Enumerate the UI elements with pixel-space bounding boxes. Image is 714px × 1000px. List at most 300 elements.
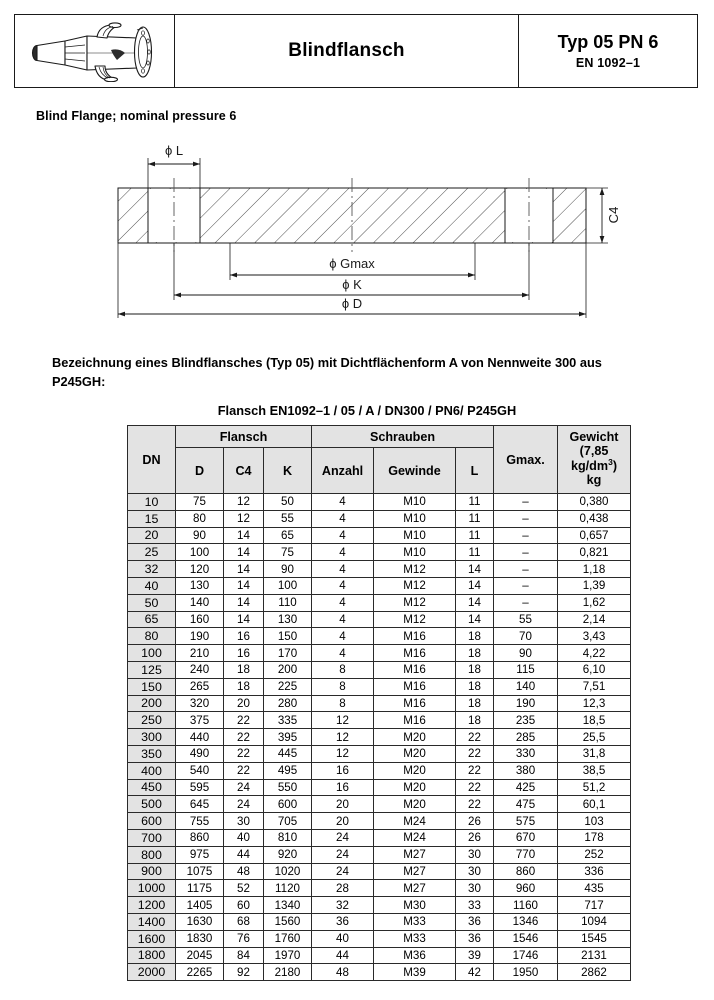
cell-anzahl: 12 xyxy=(312,729,374,746)
cell-gewinde: M20 xyxy=(374,796,456,813)
cell-l: 18 xyxy=(456,712,494,729)
cell-gmax: – xyxy=(494,577,558,594)
cell-dn: 1200 xyxy=(128,897,176,914)
cell-k: 1970 xyxy=(264,947,312,964)
cell-k: 150 xyxy=(264,628,312,645)
col-header-gewicht xyxy=(558,426,631,494)
cell-k: 90 xyxy=(264,561,312,578)
gewicht-line-1: Gewicht xyxy=(569,430,619,445)
cell-d: 190 xyxy=(176,628,224,645)
cell-k: 1560 xyxy=(264,913,312,930)
cell-d: 160 xyxy=(176,611,224,628)
cell-l: 30 xyxy=(456,846,494,863)
page-title: Blindflansch xyxy=(288,40,405,61)
cell-dn: 125 xyxy=(128,661,176,678)
cell-d: 975 xyxy=(176,846,224,863)
table-row xyxy=(128,829,631,846)
cell-c4: 22 xyxy=(224,712,264,729)
cell-gewinde: M20 xyxy=(374,729,456,746)
cell-dn: 400 xyxy=(128,762,176,779)
cell-k: 110 xyxy=(264,594,312,611)
description-line-2: P245GH: xyxy=(52,373,106,389)
cell-c4: 14 xyxy=(224,544,264,561)
table-row xyxy=(128,678,631,695)
cell-gmax: – xyxy=(494,510,558,527)
gewicht-line-3: $kg/dm^3$) xyxy=(570,457,618,474)
cell-d: 595 xyxy=(176,779,224,796)
drawing-svg xyxy=(80,140,634,320)
table-row xyxy=(128,544,631,561)
cell-anzahl: 16 xyxy=(312,779,374,796)
table-row xyxy=(128,913,631,930)
col-header-d: D xyxy=(176,448,224,494)
col-header-anzahl: Anzahl xyxy=(312,448,374,494)
cell-weight: 1,62 xyxy=(558,594,631,611)
cell-gmax: – xyxy=(494,594,558,611)
cell-gmax: – xyxy=(494,544,558,561)
cell-dn: 450 xyxy=(128,779,176,796)
cell-d: 240 xyxy=(176,661,224,678)
cell-d: 90 xyxy=(176,527,224,544)
cell-l: 42 xyxy=(456,964,494,981)
cell-l: 18 xyxy=(456,695,494,712)
cell-d: 75 xyxy=(176,494,224,511)
cell-weight: 25,5 xyxy=(558,729,631,746)
cell-l: 30 xyxy=(456,880,494,897)
cell-anzahl: 44 xyxy=(312,947,374,964)
cell-k: 705 xyxy=(264,813,312,830)
cell-d: 120 xyxy=(176,561,224,578)
cell-dn: 100 xyxy=(128,645,176,662)
cell-gewinde: M12 xyxy=(374,561,456,578)
cell-dn: 80 xyxy=(128,628,176,645)
cell-weight: 18,5 xyxy=(558,712,631,729)
table-row xyxy=(128,745,631,762)
cell-weight: 178 xyxy=(558,829,631,846)
col-header-flansch: Flansch xyxy=(176,426,312,448)
table-row xyxy=(128,611,631,628)
cell-l: 30 xyxy=(456,863,494,880)
cell-weight: 1545 xyxy=(558,930,631,947)
cell-weight: 435 xyxy=(558,880,631,897)
cell-gewinde: M27 xyxy=(374,846,456,863)
cell-gmax: 1950 xyxy=(494,964,558,981)
cell-c4: 84 xyxy=(224,947,264,964)
cell-gmax: – xyxy=(494,527,558,544)
cell-weight: 3,43 xyxy=(558,628,631,645)
cell-gewinde: M39 xyxy=(374,964,456,981)
cell-gewinde: M16 xyxy=(374,695,456,712)
cell-k: 200 xyxy=(264,661,312,678)
dim-label-c4: C4 xyxy=(606,206,621,224)
cell-weight: 6,10 xyxy=(558,661,631,678)
cell-k: 170 xyxy=(264,645,312,662)
cell-gmax: 1346 xyxy=(494,913,558,930)
table-row xyxy=(128,661,631,678)
cell-weight: 0,380 xyxy=(558,494,631,511)
dim-label-gmax: ϕ Gmax xyxy=(329,256,375,271)
cell-c4: 16 xyxy=(224,645,264,662)
cell-dn: 65 xyxy=(128,611,176,628)
cell-k: 100 xyxy=(264,577,312,594)
cell-anzahl: 8 xyxy=(312,678,374,695)
cell-gmax: 475 xyxy=(494,796,558,813)
cell-gewinde: M30 xyxy=(374,897,456,914)
col-header-schrauben: Schrauben xyxy=(312,426,494,448)
cell-dn: 350 xyxy=(128,745,176,762)
cell-weight: 336 xyxy=(558,863,631,880)
cell-k: 2180 xyxy=(264,964,312,981)
cell-d: 860 xyxy=(176,829,224,846)
table-row xyxy=(128,813,631,830)
table-row xyxy=(128,897,631,914)
cell-anzahl: 24 xyxy=(312,863,374,880)
cell-weight: 0,438 xyxy=(558,510,631,527)
col-header-k: K xyxy=(264,448,312,494)
cell-gmax: 1160 xyxy=(494,897,558,914)
cell-c4: 16 xyxy=(224,628,264,645)
cell-c4: 14 xyxy=(224,577,264,594)
cell-k: 550 xyxy=(264,779,312,796)
cell-anzahl: 4 xyxy=(312,645,374,662)
cell-k: 1760 xyxy=(264,930,312,947)
gewicht-line-4: kg xyxy=(586,473,602,488)
cell-l: 18 xyxy=(456,645,494,662)
cell-anzahl: 8 xyxy=(312,695,374,712)
cell-d: 210 xyxy=(176,645,224,662)
cell-dn: 600 xyxy=(128,813,176,830)
cell-dn: 300 xyxy=(128,729,176,746)
table-header xyxy=(128,426,631,494)
cell-d: 645 xyxy=(176,796,224,813)
cell-gewinde: M20 xyxy=(374,779,456,796)
cell-c4: 60 xyxy=(224,897,264,914)
cell-anzahl: 12 xyxy=(312,712,374,729)
table-row xyxy=(128,494,631,511)
dim-label-l: ϕ L xyxy=(164,143,184,158)
cell-l: 14 xyxy=(456,577,494,594)
table-row xyxy=(128,779,631,796)
cell-gewinde: M10 xyxy=(374,510,456,527)
cell-weight: 103 xyxy=(558,813,631,830)
cell-l: 26 xyxy=(456,813,494,830)
cell-d: 320 xyxy=(176,695,224,712)
cell-weight: 1,18 xyxy=(558,561,631,578)
cell-gewinde: M36 xyxy=(374,947,456,964)
cell-anzahl: 4 xyxy=(312,577,374,594)
header-icon-cell xyxy=(15,15,175,87)
standard-label: EN 1092–1 xyxy=(575,56,641,71)
cell-dn: 1000 xyxy=(128,880,176,897)
cell-d: 1630 xyxy=(176,913,224,930)
cell-d: 2045 xyxy=(176,947,224,964)
cell-l: 26 xyxy=(456,829,494,846)
cell-weight: 38,5 xyxy=(558,762,631,779)
cell-c4: 22 xyxy=(224,745,264,762)
cell-dn: 1800 xyxy=(128,947,176,964)
table-row xyxy=(128,577,631,594)
cell-dn: 800 xyxy=(128,846,176,863)
cell-k: 920 xyxy=(264,846,312,863)
cell-c4: 52 xyxy=(224,880,264,897)
cell-anzahl: 32 xyxy=(312,897,374,914)
cell-dn: 900 xyxy=(128,863,176,880)
cell-c4: 14 xyxy=(224,561,264,578)
table-row xyxy=(128,712,631,729)
flange-cross-section-drawing xyxy=(80,140,634,320)
cell-d: 130 xyxy=(176,577,224,594)
cell-l: 18 xyxy=(456,661,494,678)
cell-gmax: 55 xyxy=(494,611,558,628)
cell-gmax: – xyxy=(494,494,558,511)
cell-k: 130 xyxy=(264,611,312,628)
cell-gmax: – xyxy=(494,561,558,578)
cell-dn: 25 xyxy=(128,544,176,561)
cell-c4: 22 xyxy=(224,729,264,746)
table-row xyxy=(128,510,631,527)
cell-dn: 500 xyxy=(128,796,176,813)
cell-k: 1020 xyxy=(264,863,312,880)
cell-l: 22 xyxy=(456,796,494,813)
cell-anzahl: 12 xyxy=(312,745,374,762)
table-row xyxy=(128,729,631,746)
cell-c4: 92 xyxy=(224,964,264,981)
cell-gewinde: M12 xyxy=(374,594,456,611)
cell-gewinde: M16 xyxy=(374,645,456,662)
cell-l: 36 xyxy=(456,913,494,930)
dim-label-k: ϕ K xyxy=(342,277,362,292)
cell-k: 335 xyxy=(264,712,312,729)
table-row xyxy=(128,594,631,611)
cell-gmax: 380 xyxy=(494,762,558,779)
cell-dn: 15 xyxy=(128,510,176,527)
cell-gmax: 770 xyxy=(494,846,558,863)
cell-l: 14 xyxy=(456,594,494,611)
header-title-cell xyxy=(175,15,519,87)
table-body xyxy=(128,494,631,981)
cell-gewinde: M10 xyxy=(374,544,456,561)
cell-dn: 50 xyxy=(128,594,176,611)
cell-gewinde: M24 xyxy=(374,829,456,846)
cell-anzahl: 40 xyxy=(312,930,374,947)
cell-gewinde: M12 xyxy=(374,611,456,628)
flange-type-label: Typ 05 PN 6 xyxy=(557,31,659,52)
cell-c4: 12 xyxy=(224,510,264,527)
cell-weight: 2,14 xyxy=(558,611,631,628)
table-row xyxy=(128,645,631,662)
cell-anzahl: 4 xyxy=(312,628,374,645)
table-row xyxy=(128,880,631,897)
col-header-l: L xyxy=(456,448,494,494)
cell-d: 140 xyxy=(176,594,224,611)
table-row xyxy=(128,964,631,981)
cell-dn: 250 xyxy=(128,712,176,729)
cell-gewinde: M33 xyxy=(374,913,456,930)
col-header-c4: C4 xyxy=(224,448,264,494)
cell-k: 225 xyxy=(264,678,312,695)
cell-dn: 32 xyxy=(128,561,176,578)
cell-dn: 200 xyxy=(128,695,176,712)
cell-c4: 12 xyxy=(224,494,264,511)
cell-c4: 76 xyxy=(224,930,264,947)
document-header-bar xyxy=(14,14,698,88)
cell-dn: 40 xyxy=(128,577,176,594)
cell-weight: 252 xyxy=(558,846,631,863)
cell-l: 22 xyxy=(456,745,494,762)
cell-c4: 14 xyxy=(224,594,264,611)
cell-gewinde: M20 xyxy=(374,762,456,779)
cell-gewinde: M10 xyxy=(374,494,456,511)
cell-gmax: 70 xyxy=(494,628,558,645)
cell-gewinde: M27 xyxy=(374,880,456,897)
cell-c4: 24 xyxy=(224,779,264,796)
cell-weight: 2862 xyxy=(558,964,631,981)
cell-d: 1830 xyxy=(176,930,224,947)
cell-d: 540 xyxy=(176,762,224,779)
cell-l: 22 xyxy=(456,729,494,746)
cell-dn: 150 xyxy=(128,678,176,695)
cell-k: 65 xyxy=(264,527,312,544)
cell-gmax: 425 xyxy=(494,779,558,796)
header-type-cell xyxy=(519,15,697,87)
cell-d: 80 xyxy=(176,510,224,527)
cell-gmax: 1746 xyxy=(494,947,558,964)
cell-dn: 700 xyxy=(128,829,176,846)
cell-weight: 1094 xyxy=(558,913,631,930)
cell-gewinde: M33 xyxy=(374,930,456,947)
col-header-gmax: Gmax. xyxy=(494,426,558,494)
cell-weight: 12,3 xyxy=(558,695,631,712)
gewicht-line-2: (7,85 xyxy=(579,443,609,458)
cell-c4: 18 xyxy=(224,661,264,678)
cell-anzahl: 4 xyxy=(312,611,374,628)
cell-gewinde: M27 xyxy=(374,863,456,880)
cell-gmax: 235 xyxy=(494,712,558,729)
cell-dn: 2000 xyxy=(128,964,176,981)
table-row xyxy=(128,561,631,578)
description-line-1: Bezeichnung eines Blindflansches (Typ 05) mit Dichtflächenform A von Nennweite 300 aus xyxy=(52,355,602,370)
cell-d: 2265 xyxy=(176,964,224,981)
cell-gmax: 1546 xyxy=(494,930,558,947)
cell-anzahl: 16 xyxy=(312,762,374,779)
cell-anzahl: 4 xyxy=(312,527,374,544)
cell-c4: 24 xyxy=(224,796,264,813)
description-block xyxy=(52,354,682,418)
cell-weight: 51,2 xyxy=(558,779,631,796)
cell-d: 100 xyxy=(176,544,224,561)
cell-l: 18 xyxy=(456,628,494,645)
cell-c4: 44 xyxy=(224,846,264,863)
cell-l: 22 xyxy=(456,762,494,779)
cell-weight: 717 xyxy=(558,897,631,914)
cell-anzahl: 48 xyxy=(312,964,374,981)
cell-gewinde: M24 xyxy=(374,813,456,830)
cell-c4: 14 xyxy=(224,527,264,544)
cell-l: 18 xyxy=(456,678,494,695)
cell-l: 11 xyxy=(456,544,494,561)
cell-c4: 48 xyxy=(224,863,264,880)
cell-weight: 31,8 xyxy=(558,745,631,762)
designation-example: Flansch EN1092–1 / 05 / A / DN300 / PN6/ P245GH xyxy=(217,403,517,418)
cell-anzahl: 20 xyxy=(312,796,374,813)
cell-c4: 20 xyxy=(224,695,264,712)
cell-d: 265 xyxy=(176,678,224,695)
cell-l: 11 xyxy=(456,510,494,527)
cell-k: 1340 xyxy=(264,897,312,914)
cell-d: 1405 xyxy=(176,897,224,914)
cell-c4: 18 xyxy=(224,678,264,695)
cell-d: 375 xyxy=(176,712,224,729)
cell-d: 1175 xyxy=(176,880,224,897)
cell-gmax: 575 xyxy=(494,813,558,830)
cell-gmax: 285 xyxy=(494,729,558,746)
cell-gmax: 140 xyxy=(494,678,558,695)
cell-gewinde: M16 xyxy=(374,661,456,678)
table-row xyxy=(128,947,631,964)
table-row xyxy=(128,695,631,712)
cell-k: 55 xyxy=(264,510,312,527)
cell-weight: 0,657 xyxy=(558,527,631,544)
cell-anzahl: 4 xyxy=(312,594,374,611)
dim-label-d: ϕ D xyxy=(341,296,363,311)
cell-d: 755 xyxy=(176,813,224,830)
cell-dn: 1600 xyxy=(128,930,176,947)
cell-k: 600 xyxy=(264,796,312,813)
cell-anzahl: 36 xyxy=(312,913,374,930)
cell-c4: 14 xyxy=(224,611,264,628)
cell-weight: 0,821 xyxy=(558,544,631,561)
col-header-dn: DN xyxy=(128,426,176,494)
cell-d: 440 xyxy=(176,729,224,746)
cell-gewinde: M12 xyxy=(374,577,456,594)
cell-d: 1075 xyxy=(176,863,224,880)
cell-c4: 22 xyxy=(224,762,264,779)
table-row xyxy=(128,796,631,813)
cell-weight: 1,39 xyxy=(558,577,631,594)
cell-l: 14 xyxy=(456,611,494,628)
table-row xyxy=(128,527,631,544)
cell-gmax: 670 xyxy=(494,829,558,846)
cell-anzahl: 4 xyxy=(312,544,374,561)
cell-l: 39 xyxy=(456,947,494,964)
cell-l: 14 xyxy=(456,561,494,578)
cell-gewinde: M16 xyxy=(374,678,456,695)
cell-d: 490 xyxy=(176,745,224,762)
cell-gmax: 90 xyxy=(494,645,558,662)
cell-c4: 30 xyxy=(224,813,264,830)
cell-gmax: 190 xyxy=(494,695,558,712)
cell-l: 22 xyxy=(456,779,494,796)
subtitle-text: Blind Flange; nominal pressure 6 xyxy=(36,109,237,123)
cell-k: 495 xyxy=(264,762,312,779)
cell-anzahl: 20 xyxy=(312,813,374,830)
cell-c4: 40 xyxy=(224,829,264,846)
cell-anzahl: 4 xyxy=(312,510,374,527)
cell-gewinde: M20 xyxy=(374,745,456,762)
cell-dn: 1400 xyxy=(128,913,176,930)
cell-gmax: 860 xyxy=(494,863,558,880)
cell-c4: 68 xyxy=(224,913,264,930)
cell-k: 75 xyxy=(264,544,312,561)
cell-l: 33 xyxy=(456,897,494,914)
cell-gmax: 330 xyxy=(494,745,558,762)
cell-dn: 20 xyxy=(128,527,176,544)
cell-gmax: 115 xyxy=(494,661,558,678)
cell-k: 280 xyxy=(264,695,312,712)
cell-k: 395 xyxy=(264,729,312,746)
col-header-gewinde: Gewinde xyxy=(374,448,456,494)
cell-k: 1120 xyxy=(264,880,312,897)
